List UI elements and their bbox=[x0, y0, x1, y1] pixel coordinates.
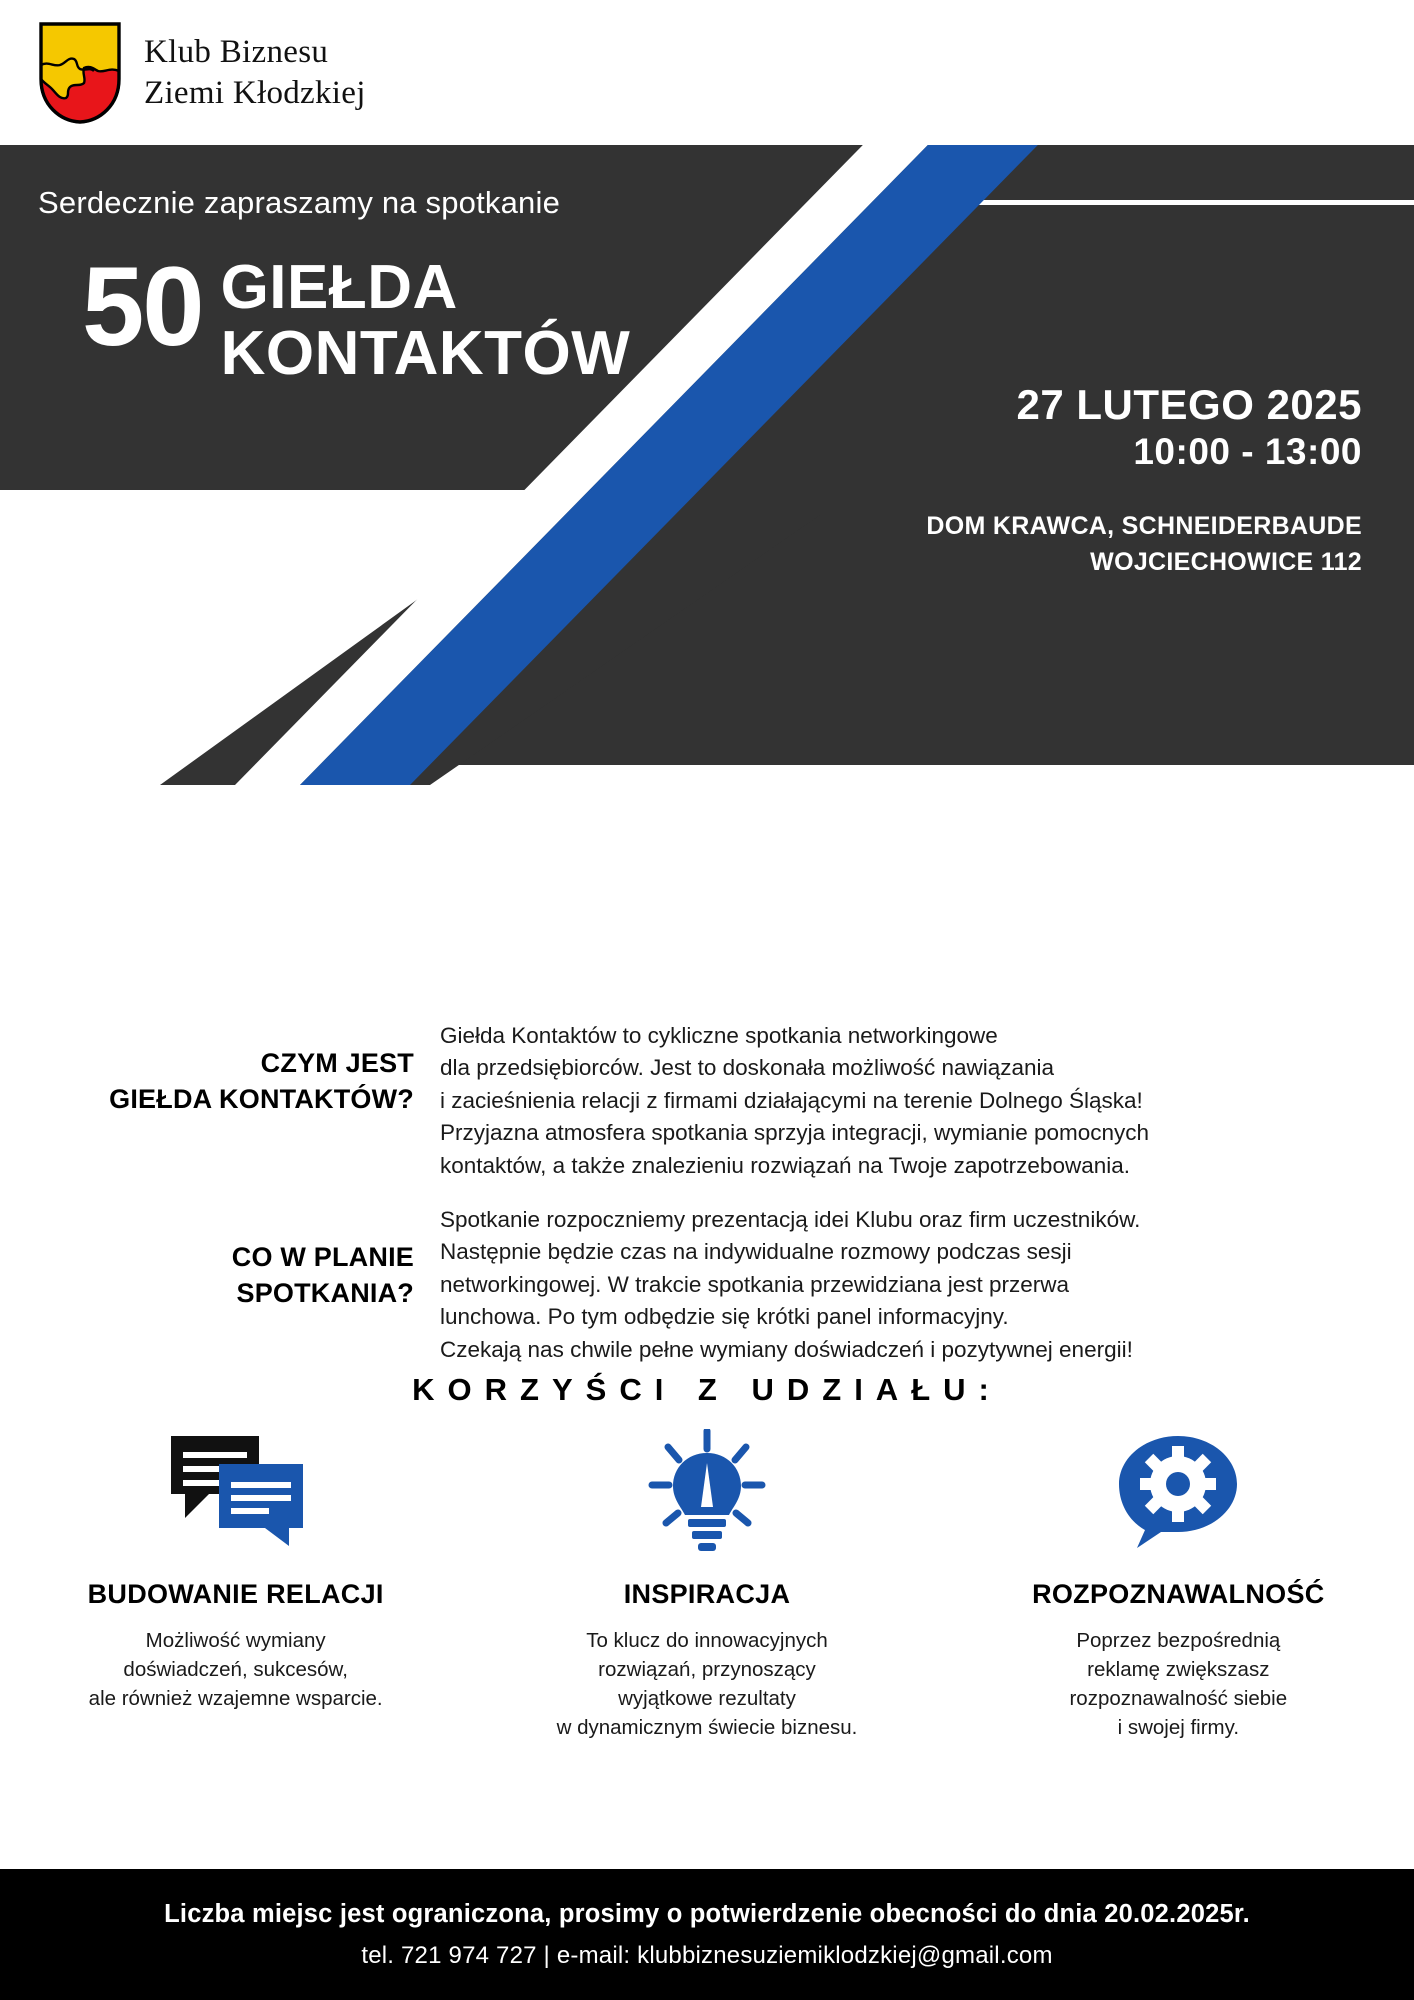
faq-question-line1: CO W PLANIE bbox=[231, 1241, 414, 1272]
benefit-item bbox=[471, 1425, 942, 1742]
event-date: 27 LUTEGO 2025 bbox=[1016, 381, 1362, 428]
event-title-line2: KONTAKTÓW bbox=[220, 318, 631, 388]
faq-answer-line: Przyjazna atmosfera spotkania sprzyja integracji, wymianie pomocnych bbox=[440, 1120, 1150, 1146]
gear-speech-bubble-icon bbox=[969, 1425, 1388, 1557]
benefit-body bbox=[969, 1626, 1388, 1742]
footer-contact: tel. 721 974 727 | e-mail: klubbiznesuziemiklodzkiej@gmail.com bbox=[361, 1941, 1053, 1969]
benefit-body-line: wyjątkowe rezultaty bbox=[618, 1687, 796, 1711]
benefit-item bbox=[943, 1425, 1414, 1742]
event-title-text bbox=[221, 255, 631, 386]
coat-of-arms-icon bbox=[38, 21, 122, 125]
faq-answer bbox=[440, 1020, 1414, 1182]
faq-answer-line: i zacieśnienia relacji z firmami działającymi na terenie Dolnego Śląska! bbox=[440, 1087, 1143, 1113]
faq-answer-line: Giełda Kontaktów to cykliczne spotkania networkingowe bbox=[440, 1023, 998, 1048]
benefit-body-line: doświadczeń, sukcesów, bbox=[123, 1658, 348, 1682]
event-venue-line1: DOM KRAWCA, SCHNEIDERBAUDE bbox=[926, 511, 1362, 540]
benefit-body bbox=[497, 1626, 916, 1742]
benefit-body bbox=[26, 1626, 445, 1713]
faq-answer-line: Czekają nas chwile pełne wymiany doświadczeń i pozytywnej energii! bbox=[440, 1336, 1133, 1362]
event-details bbox=[926, 380, 1362, 580]
faq-question-line2: GIEŁDA KONTAKTÓW? bbox=[109, 1083, 414, 1114]
benefit-body-line: rozwiązań, przynoszący bbox=[598, 1658, 816, 1682]
faq-answer-line: lunchowa. Po tym odbędzie się krótki panel informacyjny. bbox=[440, 1304, 1009, 1330]
brand-name bbox=[144, 32, 366, 113]
faq-answer-line: networkingowej. W trakcie spotkania przewidziana jest przerwa bbox=[440, 1271, 1070, 1297]
faq-item bbox=[0, 1020, 1414, 1182]
faq-answer bbox=[440, 1204, 1414, 1366]
benefits-list bbox=[0, 1425, 1414, 1742]
benefit-body-line: i swojej firmy. bbox=[1117, 1716, 1240, 1740]
lightbulb-icon bbox=[497, 1425, 916, 1557]
footer-rsvp-note: Liczba miejsc jest ograniczona, prosimy o potwierdzenie obecności do dnia 20.02.2025r. bbox=[164, 1899, 1250, 1928]
event-venue-line2: WOJCIECHOWICE 112 bbox=[1090, 548, 1362, 577]
faq-answer-line: kontaktów, a także znalezieniu rozwiązań na Twoje zapotrzebowania. bbox=[440, 1152, 1130, 1178]
event-title-line1: GIEŁDA bbox=[220, 253, 458, 322]
benefit-body-line: w dynamicznym świecie biznesu. bbox=[556, 1716, 858, 1740]
event-time: 10:00 - 13:00 bbox=[1133, 430, 1362, 472]
benefit-body-line: Możliwość wymiany bbox=[145, 1629, 326, 1652]
event-title bbox=[82, 244, 631, 388]
benefit-body-line: To klucz do innowacyjnych bbox=[586, 1629, 828, 1652]
chat-bubbles-icon bbox=[26, 1425, 445, 1557]
benefit-title: ROZPOZNAWALNOŚĆ bbox=[1032, 1579, 1325, 1609]
benefit-body-line: Poprzez bezpośrednią bbox=[1076, 1629, 1281, 1652]
benefit-body-line: rozpoznawalność siebie bbox=[1069, 1687, 1288, 1711]
hero-banner bbox=[0, 145, 1414, 785]
faq-item bbox=[0, 1204, 1414, 1366]
invitation-line: Serdecznie zapraszamy na spotkanie bbox=[38, 185, 561, 220]
edition-number: 50 bbox=[82, 244, 203, 369]
benefit-body-line: reklamę zwiększasz bbox=[1087, 1658, 1270, 1682]
faq-answer-line: Następnie będzie czas na indywidualne rozmowy podczas sesji bbox=[440, 1239, 1072, 1265]
brand-name-line1: Klub Biznesu bbox=[144, 34, 329, 71]
faq-answer-line: dla przedsiębiorców. Jest to doskonała możliwość nawiązania bbox=[440, 1055, 1055, 1081]
benefit-title: INSPIRACJA bbox=[623, 1579, 791, 1609]
faq-section bbox=[0, 1020, 1414, 1388]
benefit-title: BUDOWANIE RELACJI bbox=[87, 1579, 384, 1609]
brand-name-line2: Ziemi Kłodzkiej bbox=[144, 74, 366, 111]
benefits-heading: KORZYŚCI Z UDZIAŁU: bbox=[412, 1372, 1002, 1407]
faq-question-line1: CZYM JEST bbox=[260, 1048, 414, 1078]
faq-question bbox=[0, 1204, 440, 1311]
benefit-item bbox=[0, 1425, 471, 1742]
faq-question bbox=[0, 1020, 440, 1117]
footer-bar bbox=[0, 1869, 1414, 2000]
faq-question-line2: SPOTKANIA? bbox=[236, 1277, 414, 1308]
event-venue bbox=[926, 508, 1362, 581]
brand-header bbox=[0, 0, 1414, 145]
benefit-body-line: ale również wzajemne wsparcie. bbox=[88, 1687, 383, 1711]
faq-answer-line: Spotkanie rozpoczniemy prezentacją idei Klubu oraz firm uczestników. bbox=[440, 1206, 1141, 1232]
